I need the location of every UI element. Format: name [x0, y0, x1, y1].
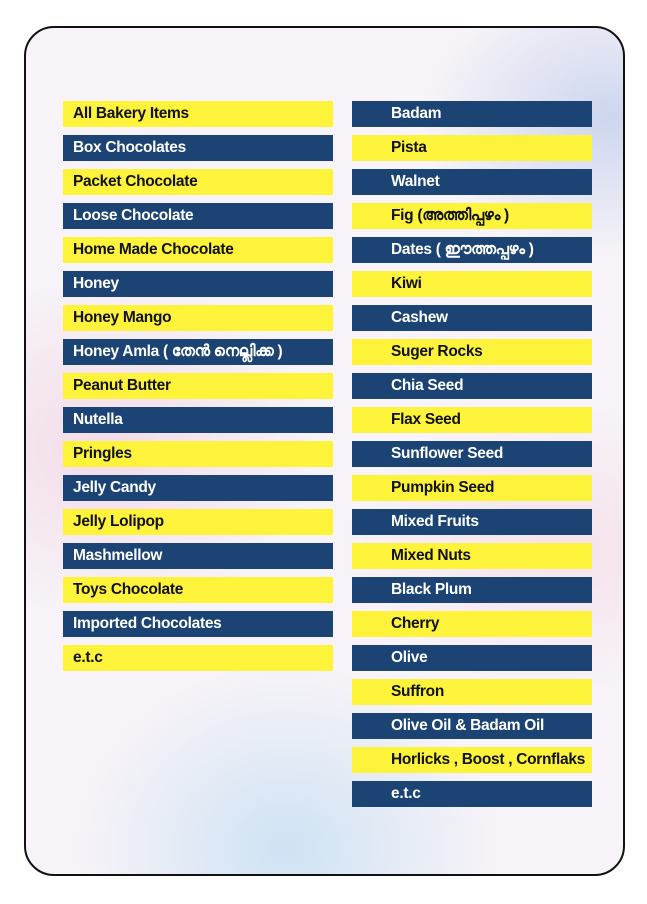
product-label: All Bakery Items [73, 105, 189, 122]
product-label: Black Plum [391, 581, 472, 598]
product-list-card [24, 26, 625, 876]
product-label: e.t.c [73, 649, 103, 666]
product-item [352, 645, 592, 671]
product-label: Cashew [391, 309, 448, 326]
product-item [352, 407, 592, 433]
product-label: e.t.c [391, 785, 421, 802]
product-item [63, 407, 333, 433]
product-label: Mixed Fruits [391, 513, 479, 530]
product-item [352, 679, 592, 705]
product-label: Kiwi [391, 275, 422, 292]
product-label: Mashmellow [73, 547, 163, 564]
product-item [352, 509, 592, 535]
product-item [352, 373, 592, 399]
product-label: Olive [391, 649, 428, 666]
product-item [63, 203, 333, 229]
product-label: Olive Oil & Badam Oil [391, 717, 545, 734]
product-label: Jelly Candy [73, 479, 156, 496]
product-item [63, 475, 333, 501]
product-item [352, 543, 592, 569]
product-label: Chia Seed [391, 377, 464, 394]
product-item [352, 441, 592, 467]
product-item [63, 339, 333, 365]
product-label: Badam [391, 105, 442, 122]
product-label: Dates ( ഈത്തപ്പഴം ) [391, 241, 534, 258]
product-label: Honey Amla ( തേൻ നെല്ലിക്ക ) [73, 343, 283, 360]
product-item [352, 305, 592, 331]
product-label: Nutella [73, 411, 123, 428]
product-item [63, 441, 333, 467]
product-label: Walnet [391, 173, 440, 190]
product-label: Peanut Butter [73, 377, 171, 394]
product-item [63, 645, 333, 671]
product-item [352, 577, 592, 603]
product-label: Jelly Lolipop [73, 513, 164, 530]
product-label: Packet Chocolate [73, 173, 198, 190]
product-label: Pista [391, 139, 427, 156]
product-item [352, 169, 592, 195]
product-item [63, 135, 333, 161]
product-item [63, 169, 333, 195]
product-label: Pumpkin Seed [391, 479, 495, 496]
product-label: Honey Mango [73, 309, 172, 326]
right-product-column [352, 101, 592, 815]
product-item [352, 101, 592, 127]
product-label: Suger Rocks [391, 343, 483, 360]
product-item [63, 237, 333, 263]
product-item [352, 271, 592, 297]
product-item [63, 373, 333, 399]
product-label: Cherry [391, 615, 440, 632]
product-item [352, 135, 592, 161]
product-item [63, 543, 333, 569]
product-label: Suffron [391, 683, 444, 700]
product-item [63, 101, 333, 127]
product-item [352, 339, 592, 365]
product-label: Honey [73, 275, 119, 292]
product-item [352, 747, 592, 773]
product-item [352, 203, 592, 229]
product-label: Home Made Chocolate [73, 241, 234, 258]
product-label: Pringles [73, 445, 132, 462]
left-product-column [63, 101, 333, 679]
product-label: Sunflower Seed [391, 445, 504, 462]
product-label: Horlicks , Boost , Cornflaks [391, 751, 586, 768]
product-item [63, 611, 333, 637]
product-item [63, 577, 333, 603]
product-label: Loose Chocolate [73, 207, 194, 224]
product-item [352, 475, 592, 501]
product-label: Mixed Nuts [391, 547, 471, 564]
product-item [352, 781, 592, 807]
product-label: Fig (അത്തിപ്പഴം ) [391, 207, 509, 224]
product-item [63, 509, 333, 535]
product-label: Imported Chocolates [73, 615, 222, 632]
product-item [352, 713, 592, 739]
product-item [352, 611, 592, 637]
product-label: Toys Chocolate [73, 581, 184, 598]
product-label: Flax Seed [391, 411, 461, 428]
product-item [352, 237, 592, 263]
product-label: Box Chocolates [73, 139, 186, 156]
product-item [63, 271, 333, 297]
product-item [63, 305, 333, 331]
